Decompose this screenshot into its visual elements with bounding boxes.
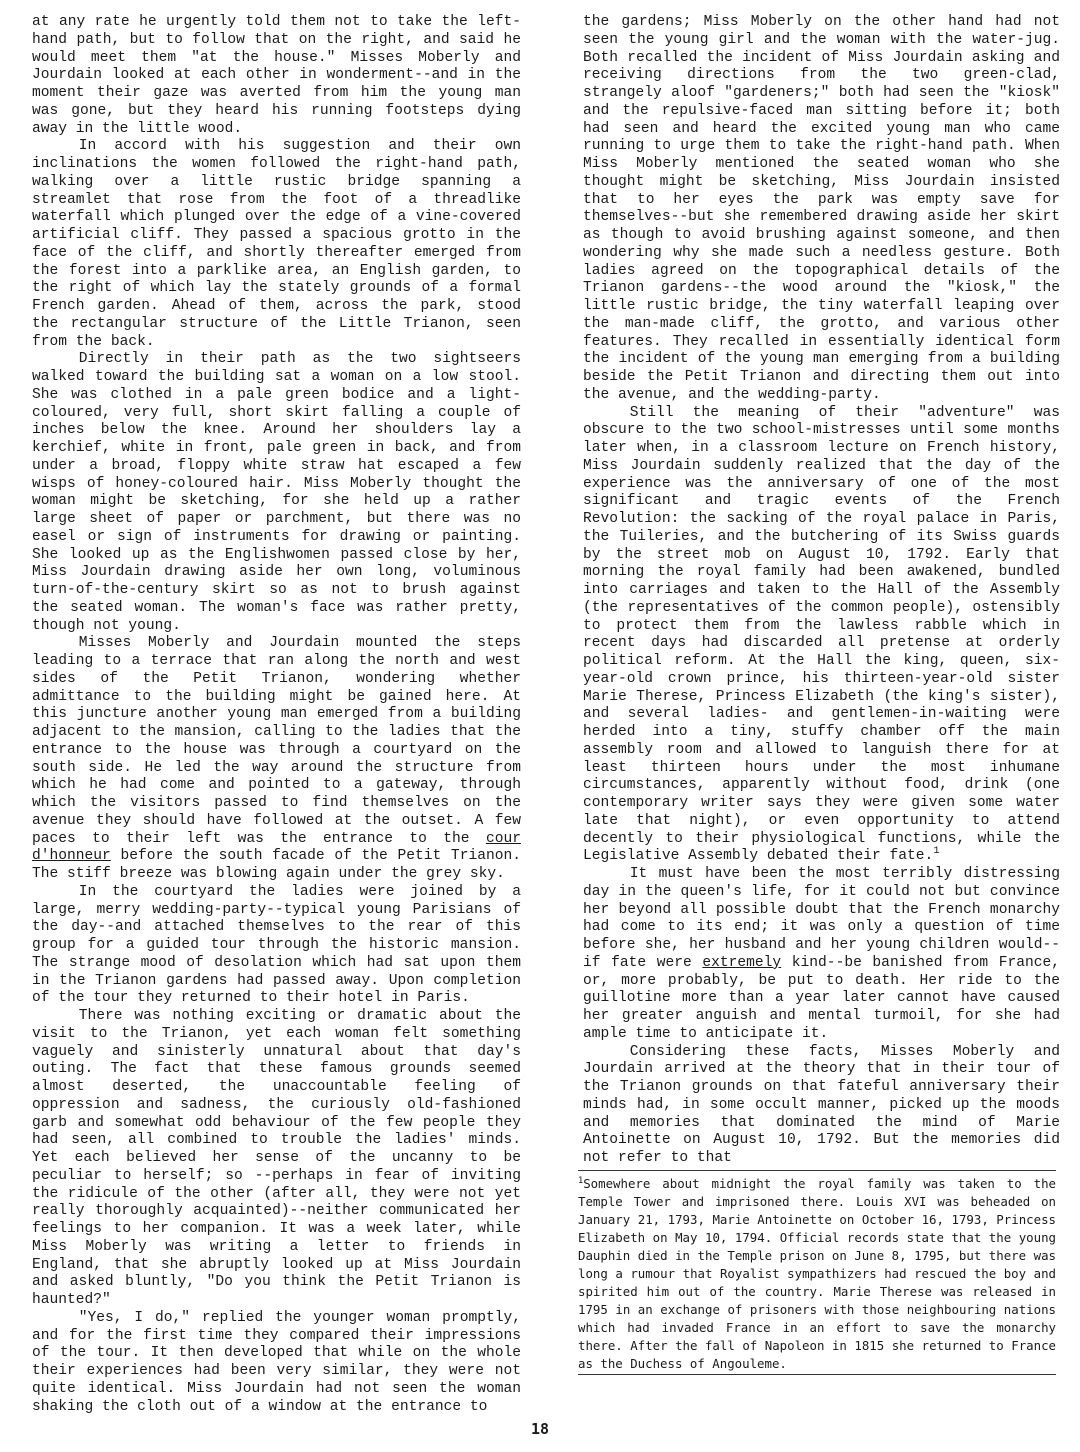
footnote-reference: 1 bbox=[933, 845, 940, 858]
paragraph bbox=[583, 405, 1060, 867]
paragraph: There was nothing exciting or dramatic about the visit to the Trianon, yet each woman felt something vaguely and sinisterly unnatural about that day's outing. The fact that these famous grounds seemed almost deserted, the unaccountable feeling of oppression and sadness, the curiously old-fashioned garb and somewhat odd behaviour of the few people they had seen, all combined to trouble the ladies' minds. Yet each believed her sense of the uncanny to be peculiar to herself; so --perhaps in fear of inviting the ridicule of the other (after all, they were not yet really thoroughly acquainted)--neither communicated her feelings to her companion. It was a week later, while Miss Moberly was writing a letter to friends in England, that she abruptly looked up at Miss Jourdain and asked bluntly, "Do you think the Petit Trianon is haunted?" bbox=[32, 1008, 521, 1308]
paragraph: "Yes, I do," replied the younger woman promptly, and for the first time they compared their impressions of the tour. It then developed that while on the whole their experiences had been very similar, they were not quite identical. Miss Jourdain had not seen the woman shaking the cloth out of a window at the entrance to bbox=[32, 1309, 521, 1415]
paragraph: Considering these facts, Misses Moberly and Jourdain arrived at the theory that in their tour of the Trianon grounds on that fateful anniversary their minds had, in some occult manner, picked up the moods and memories that dominated the mind of Marie Antoinette on August 10, 1792. But the memories did not refer to that bbox=[583, 1043, 1060, 1166]
footnote-marker: 1 bbox=[578, 1175, 584, 1186]
footnote-text: Somewhere about midnight the royal family was taken to the Temple Tower and imprisoned there. Louis XVI was beheaded on January 21, 1793, Marie Antoinette on October 16, 1793, Princess Elizabeth on May 10, 1794. Official records state that the young Dauphin died in the Temple prison on June 8, 1795, but there was long a rumour that Royalist sympathizers had rescued the boy and spirited him out of the country. Marie Therese was released in 1795 in an exchange of prisoners with those neighbouring nations which had invaded France in an effort to save the monarchy there. After the fall of Napoleon in 1815 she returned to France as the Duchess of Angouleme. bbox=[578, 1176, 1056, 1372]
paragraph: Directly in their path as the two sightseers walked toward the building sat a woman on a low stool. She was clothed in a pale green bodice and a light-coloured, very full, short skirt falling a couple of inches below the knee. Around her shoulders lay a kerchief, white in front, pale green in back, and from under a broad, floppy white straw hat escaped a few wisps of honey-coloured hair. Miss Moberly thought the woman might be sketching, for she held up a rather large sheet of paper or parchment, but there was no easel or sign of instruments for drawing or painting. She looked up as the Englishwomen passed close by her, Miss Jourdain drawing aside her own long, voluminous turn-of-the-century skirt so as not to brush against the seated woman. The woman's face was rather pretty, though not young. bbox=[32, 351, 521, 634]
paragraph bbox=[583, 866, 1060, 1044]
paragraph-text: before the south facade of the Petit Trianon. The stiff breeze was blowing again under the grey sky. bbox=[32, 848, 521, 882]
paragraph: at any rate he urgently told them not to take the left-hand path, but to follow that on the right, and said he would meet them "at the house." Misses Moberly and Jourdain looked at each other in wonderment--and in the moment their gaze was averted from him the young man was gone, but they heard his running footsteps dying away in the little wood. bbox=[32, 14, 521, 137]
right-text-column bbox=[583, 14, 1060, 1168]
paragraph: In the courtyard the ladies were joined by a large, merry wedding-party--typical young Parisians of the day--and attached themselves to the rear of this group for a guided tour through the historic mansion. The strange mood of desolation which had sat upon them in the Trianon gardens had passed away. Upon completion of the tour they returned to their hotel in Paris. bbox=[32, 883, 521, 1007]
page-number: 18 bbox=[530, 1420, 550, 1438]
paragraph-text: kind--be banished from France, or, more probably, be put to death. Her ride to the guillotine more than a year later cannot have caused her greater anguish and mental turmoil, for she had ample time to anticipate it. bbox=[583, 954, 1060, 1042]
paragraph bbox=[32, 635, 521, 884]
left-text-column bbox=[32, 14, 521, 1416]
underlined-phrase: cour d'honneur bbox=[32, 830, 521, 865]
paragraph-text: Misses Moberly and Jourdain mounted the steps leading to a terrace that ran along the north and west sides of the Petit Trianon, wondering whether admittance to the building might be gained here. At this juncture another young man emerged from a building adjacent to the mansion, calling to the ladies that the entrance to the house was through a courtyard on the south side. He led the way around the structure from which he had come and pointed to a gateway, through which the visitors passed to find themselves on the avenue they should have followed at the outset. A few paces to their left was the entrance to the bbox=[32, 635, 521, 847]
paragraph-text: Still the meaning of their "adventure" was obscure to the two school-mistresses until some months later when, in a classroom lecture on French history, Miss Jourdain suddenly realized that the day of the experience was the anniversary of one of the most significant and tragic events of the French Revolution: the sacking of the royal palace in Paris, the Tuileries, and the butchering of its Swiss guards by the street mob on August 10, 1792. Early that morning the royal family had been awakened, bundled into carriages and taken to the Hall of the Assembly (the representatives of the common people), ostensibly to protect them from the lawless rabble which in recent days had discarded all pretense at orderly political reform. At the Hall the king, queen, six-year-old crown prince, his thirteen-year-old sister Marie Therese, Princess Elizabeth (the king's sister), and several ladies- and gentlemen-in-waiting were herded into a tiny, stuffy chamber off the main assembly room and allowed to languish there for at least thirteen hours under the most inhumane circumstances, apparently without food, drink (one contemporary writer says they were given some water late that night), or even opportunity to attend decently to their physiological functions, while the Legislative Assembly debated their fate. bbox=[583, 404, 1060, 865]
underlined-word: extremely bbox=[702, 954, 782, 971]
paragraph: the gardens; Miss Moberly on the other hand had not seen the young girl and the woman with the water-jug. Both recalled the incident of Miss Jourdain asking and receiving directions from the two green-clad, strangely aloof "gardeners;" both had seen the "kiosk" and the repulsive-faced man sitting before it; both had seen and heard the excited young man who came running to urge them to take the right-hand path. When Miss Moberly mentioned the seated woman who she thought might be sketching, Miss Jourdain insisted that to her eyes the park was empty save for themselves--but she remembered drawing aside her skirt as though to avoid brushing against someone, and then wondering why she made such a needless gesture. Both ladies agreed on the topographical details of the Trianon gardens--the wood around the "kiosk," the little rustic bridge, the tiny waterfall leaping over the man-made cliff, the grotto, and various other features. They recalled in essentially identical form the incident of the young man emerging from a building beside the Petit Trianon and directing them out into the avenue, and the wedding-party. bbox=[583, 14, 1060, 403]
paragraph-text: It must have been the most terribly distressing day in the queen's life, for it could not but convince her beyond all possible doubt that the French monarchy had come to its end; it was only a question of time before she, her husband and her young children would--if fate were bbox=[583, 866, 1060, 971]
footnote bbox=[578, 1170, 1056, 1375]
paragraph: In accord with his suggestion and their own inclinations the women followed the right-hand path, walking over a little rustic bridge spanning a streamlet that rose from the foot of a threadlike waterfall which plunged over the edge of a vine-covered artificial cliff. They passed a spacious grotto in the face of the cliff, and shortly thereafter emerged from the forest into a parklike area, an English garden, to the right of which lay the stately grounds of a formal French garden. Ahead of them, across the park, stood the rectangular structure of the Little Trianon, seen from the back. bbox=[32, 138, 521, 350]
